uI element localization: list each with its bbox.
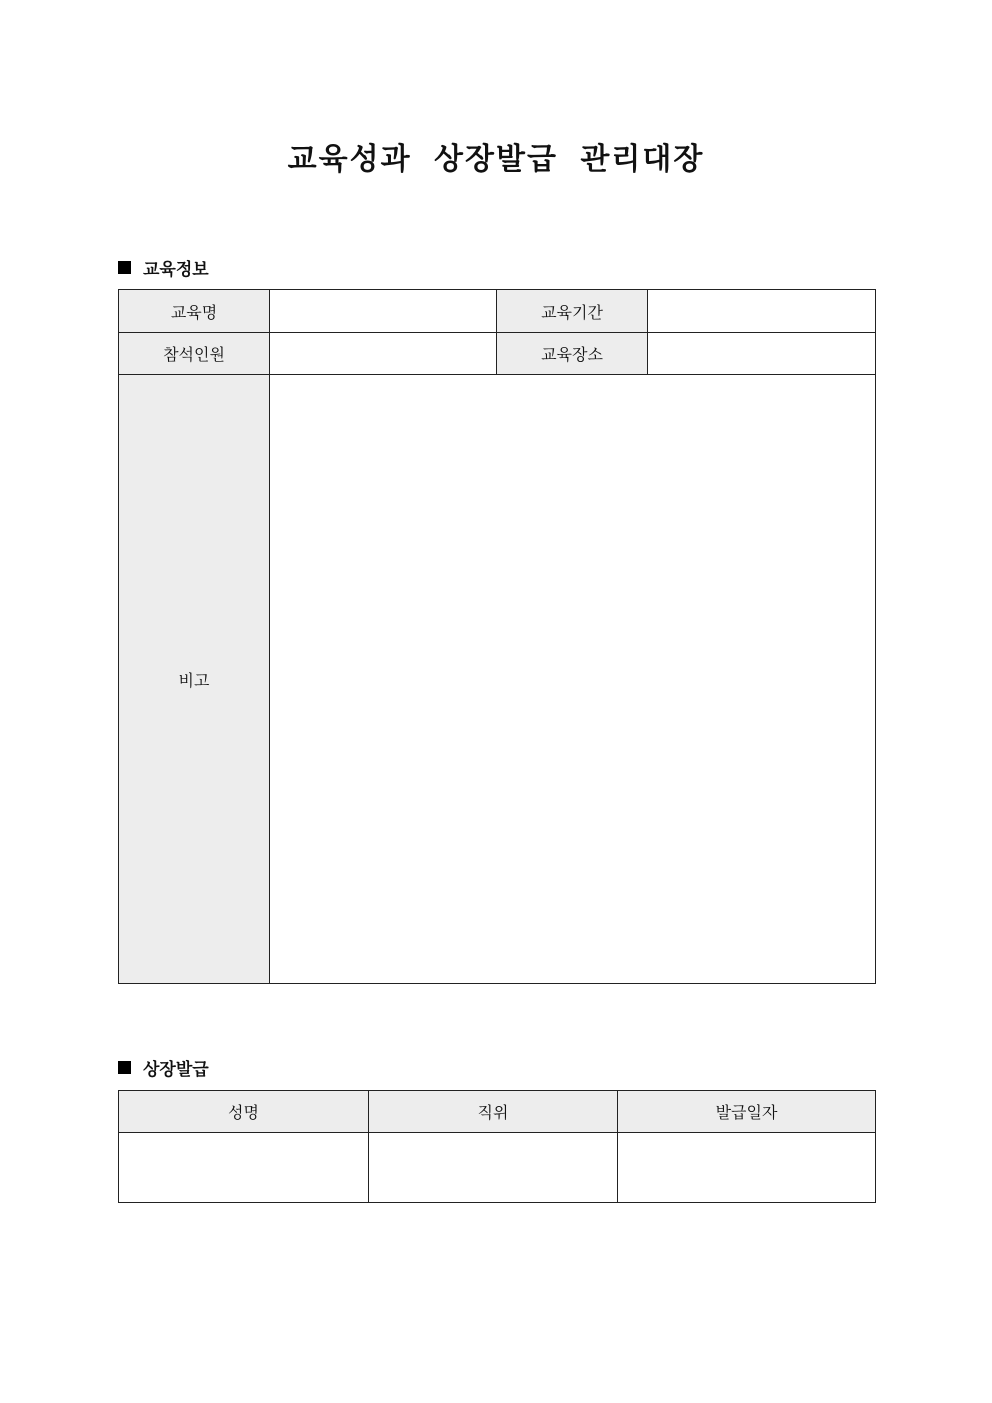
education-info-heading bbox=[118, 255, 209, 280]
attendees-label: 참석인원 bbox=[119, 333, 270, 375]
education-info-heading-text: 교육정보 bbox=[143, 260, 209, 280]
issue-date-cell[interactable] bbox=[618, 1133, 876, 1203]
period-cell[interactable] bbox=[648, 290, 876, 333]
square-bullet-icon bbox=[118, 1061, 131, 1074]
position-cell[interactable] bbox=[369, 1133, 618, 1203]
location-cell[interactable] bbox=[648, 333, 876, 375]
name-cell[interactable] bbox=[119, 1133, 369, 1203]
page-title: 교육성과 상장발급 관리대장 bbox=[287, 142, 705, 177]
square-bullet-icon bbox=[118, 261, 131, 274]
period-label: 교육기간 bbox=[497, 290, 648, 333]
award-issue-table bbox=[118, 1090, 876, 1203]
award-issue-heading bbox=[118, 1055, 209, 1080]
column-header-name: 성명 bbox=[119, 1091, 369, 1133]
location-label: 교육장소 bbox=[497, 333, 648, 375]
attendees-cell[interactable] bbox=[270, 333, 497, 375]
course-name-cell[interactable] bbox=[270, 290, 497, 333]
column-header-issue-date: 발급일자 bbox=[618, 1091, 876, 1133]
remarks-cell[interactable] bbox=[270, 375, 876, 984]
award-issue-heading-text: 상장발급 bbox=[143, 1060, 209, 1080]
remarks-label: 비고 bbox=[119, 375, 270, 984]
education-info-table bbox=[118, 289, 876, 984]
course-name-label: 교육명 bbox=[119, 290, 270, 333]
column-header-position: 직위 bbox=[369, 1091, 618, 1133]
table-row bbox=[119, 1133, 876, 1203]
